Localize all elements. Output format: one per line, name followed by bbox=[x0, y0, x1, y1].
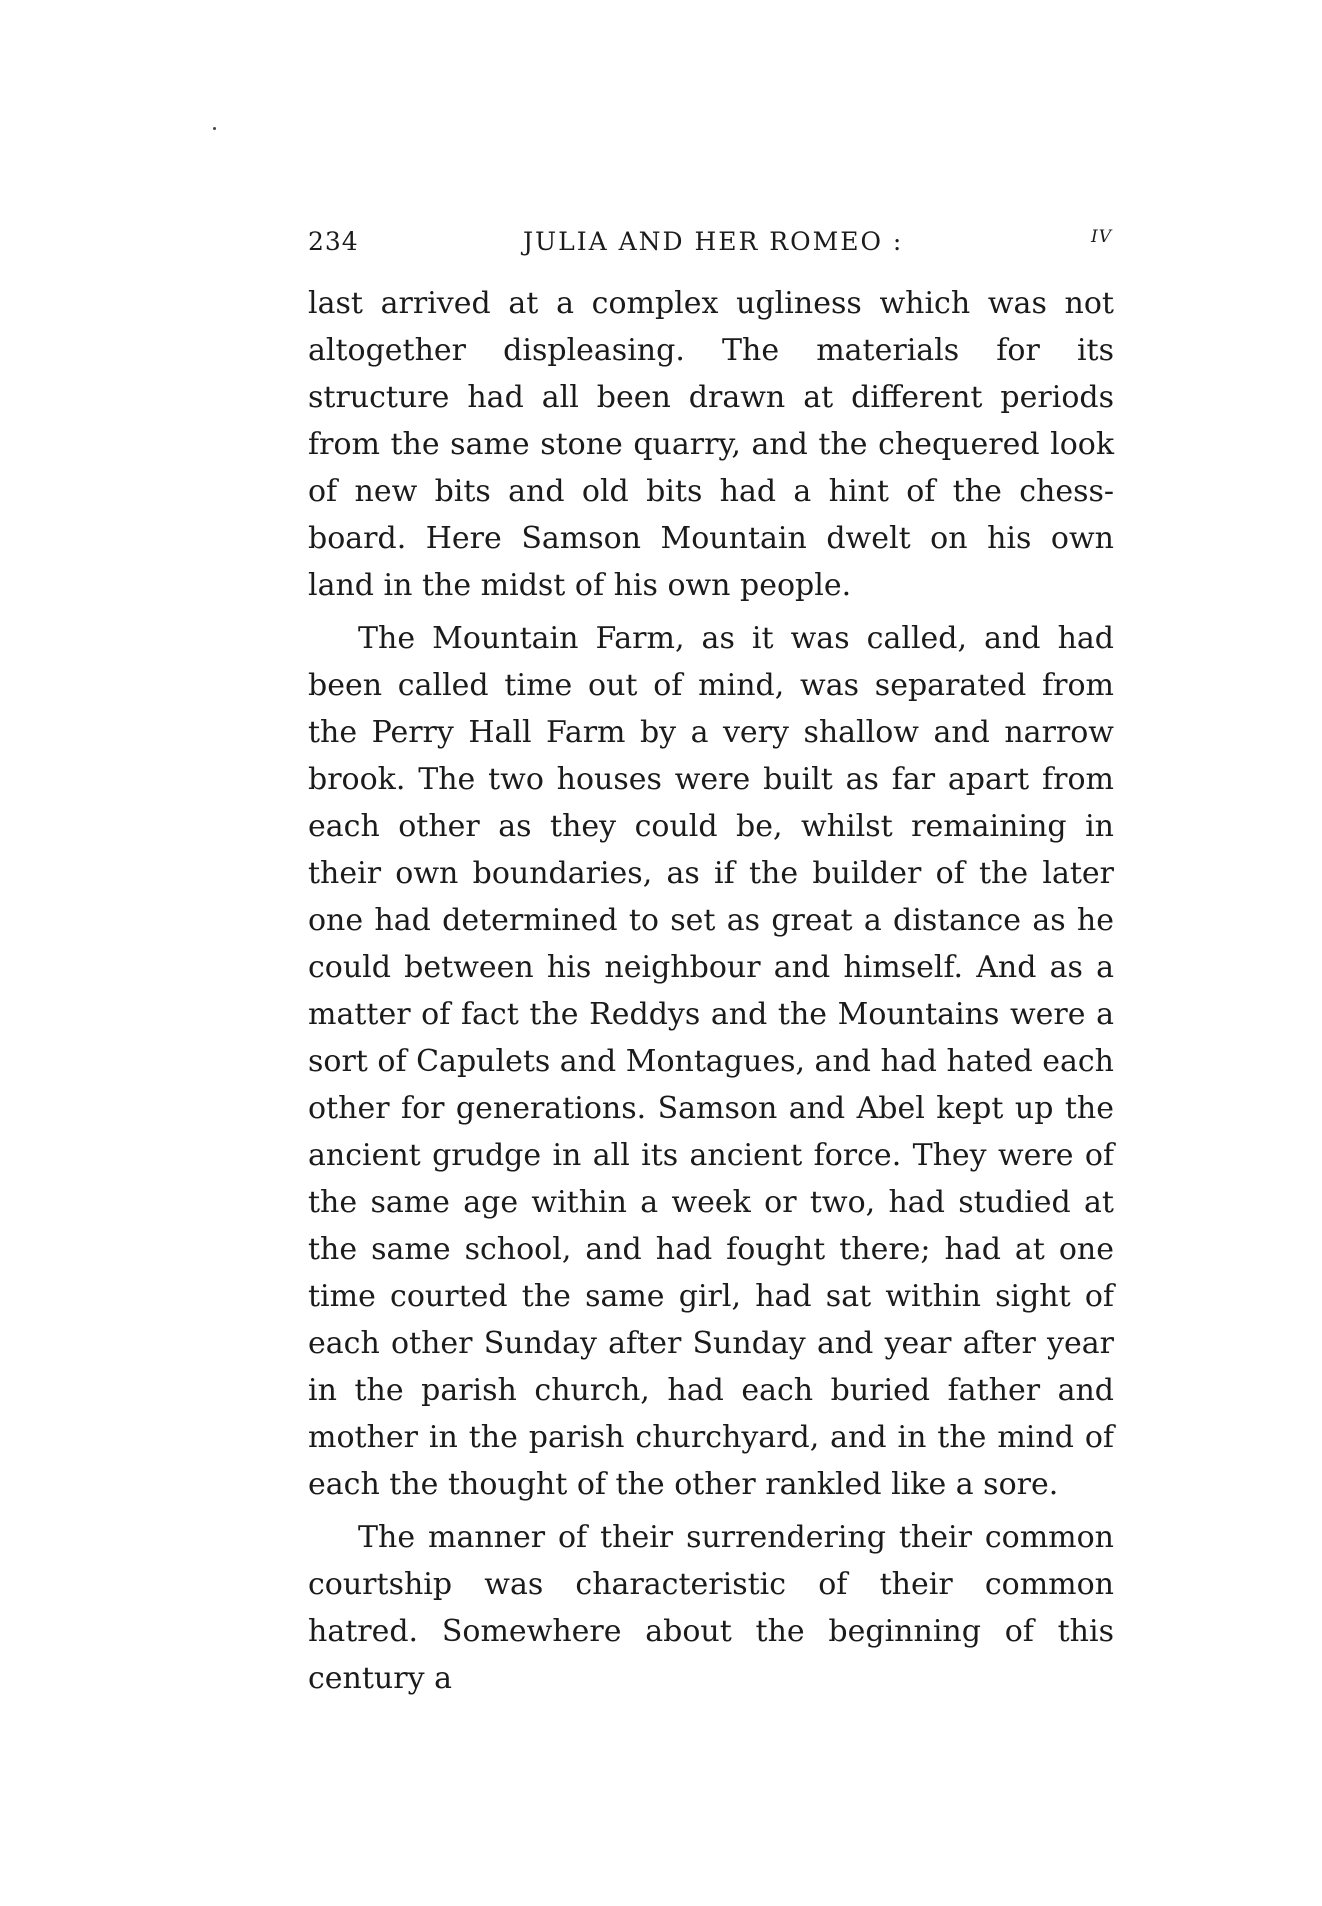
page-number: 234 bbox=[308, 227, 359, 256]
running-title: JULIA AND HER ROMEO : bbox=[523, 227, 904, 256]
paragraph: The Mountain Farm, as it was called, and had been called time out of mind, was separated from the Perry Hall Farm by a very shallow and narrow brook. The two houses were built as far apart from each other as they could be, whilst remaining in their own boundaries, as if the builder of the later one had determined to set as great a distance as he could between his neighbour and himself. And as a matter of fact the Reddys and the Mountains were a sort of Capulets and Montagues, and had hated each other for generations. Samson and Abel kept up the ancient grudge in all its ancient force. They were of the same age within a week or two, had studied at the same school, and had fought there; had at one time courted the same girl, had sat within sight of each other Sunday after Sunday and year after year in the parish church, had each buried father and mother in the parish churchyard, and in the mind of each the thought of the other rankled like a sore. bbox=[308, 621, 1114, 1502]
chapter-number: IV bbox=[1091, 227, 1112, 247]
running-head bbox=[308, 223, 1114, 263]
body-text bbox=[308, 280, 1114, 1702]
paragraph: last arrived at a complex ugliness which was not altogether displeasing. The materials for its structure had all been drawn at different periods from the same stone quarry, and the chequered look of new bits and old bits had a hint of the chess-board. Here Samson Mountain dwelt on his own land in the midst of his own people. bbox=[308, 286, 1114, 603]
ink-speck bbox=[213, 127, 216, 130]
paragraph: The manner of their surrendering their common courtship was characteristic of their common hatred. Somewhere about the beginning of this century a bbox=[308, 1520, 1114, 1696]
